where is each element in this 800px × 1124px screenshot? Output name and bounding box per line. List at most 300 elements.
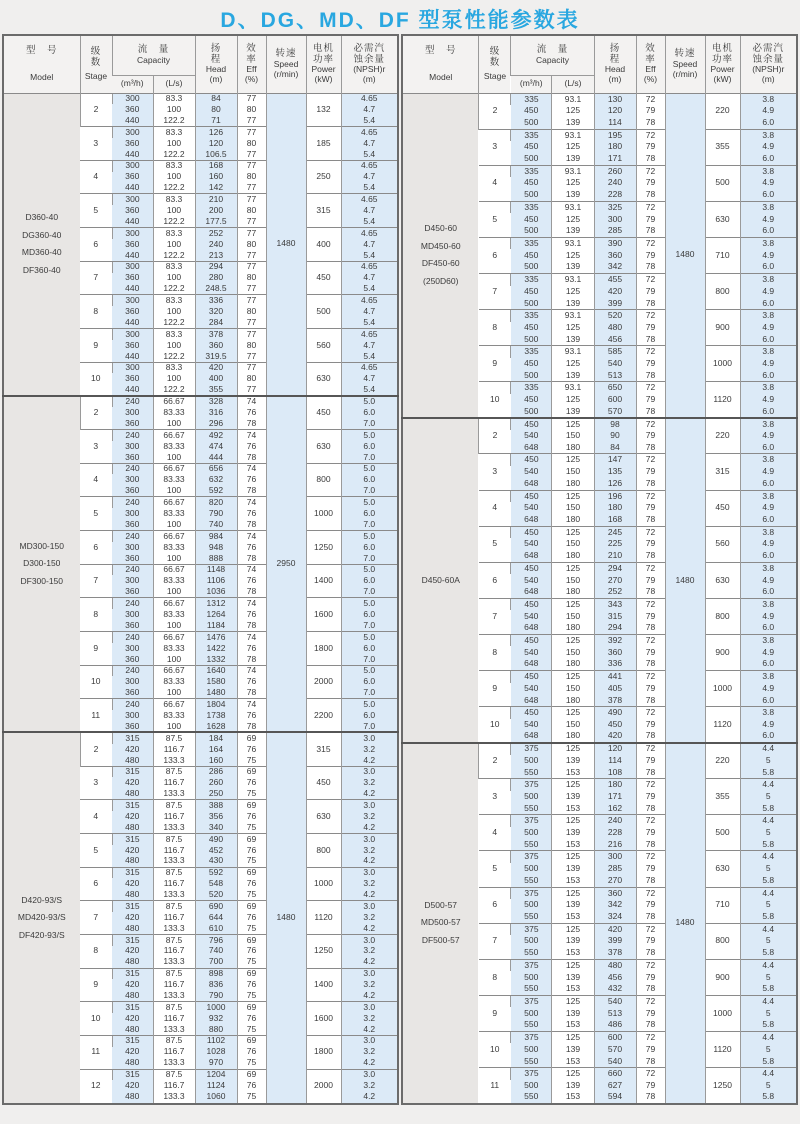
head-cell: 342 [594, 261, 636, 273]
npsh-cell: 4.7 [341, 239, 398, 250]
eff-cell: 76 [237, 845, 266, 856]
npsh-cell: 4.9 [740, 105, 797, 117]
stage-cell: 3 [479, 779, 511, 815]
stage-cell: 6 [80, 228, 112, 262]
header-line: Head [604, 64, 626, 75]
head-cell: 480 [594, 322, 636, 334]
eff-cell: 78 [237, 519, 266, 530]
m3h-cell: 648 [511, 731, 552, 743]
ls-cell: 125 [552, 598, 594, 610]
head-cell: 90 [594, 430, 636, 442]
eff-cell: 72 [636, 598, 665, 610]
ls-cell: 100 [153, 452, 195, 463]
ls-cell: 83.33 [153, 676, 195, 687]
speed-cell: 2950 [266, 396, 306, 733]
eff-cell: 78 [636, 947, 665, 959]
ls-cell: 100 [153, 553, 195, 564]
m3h-cell: 480 [112, 856, 153, 867]
m3h-cell: 360 [112, 104, 153, 115]
head-cell: 520 [195, 890, 237, 901]
ls-cell: 153 [552, 839, 594, 851]
ls-cell: 125 [552, 177, 594, 189]
power-cell: 1800 [306, 1035, 341, 1069]
npsh-cell: 3.2 [341, 777, 398, 788]
ls-cell: 83.3 [153, 194, 195, 205]
ls-cell: 150 [552, 502, 594, 514]
m3h-cell: 300 [112, 329, 153, 340]
header-line: 型 号 [25, 45, 58, 57]
m3h-cell: 540 [511, 574, 552, 586]
npsh-cell: 4.7 [341, 340, 398, 351]
npsh-cell: 5.8 [740, 803, 797, 815]
head-cell: 195 [594, 129, 636, 141]
npsh-cell: 4.2 [341, 755, 398, 766]
model-name: D450-60A [421, 574, 460, 585]
eff-cell: 77 [237, 250, 266, 261]
eff-cell: 74 [237, 396, 266, 407]
power-cell: 1000 [705, 671, 740, 707]
head-cell: 315 [594, 610, 636, 622]
ls-cell: 139 [552, 1080, 594, 1092]
head-cell: 456 [594, 971, 636, 983]
ls-cell: 139 [552, 261, 594, 273]
head-cell: 632 [195, 474, 237, 485]
eff-cell: 78 [636, 875, 665, 887]
m3h-cell: 375 [511, 887, 552, 899]
ls-cell: 100 [153, 306, 195, 317]
npsh-cell: 4.7 [341, 373, 398, 384]
power-cell: 560 [306, 329, 341, 363]
ls-cell: 133.3 [153, 755, 195, 766]
m3h-cell: 360 [112, 239, 153, 250]
npsh-cell: 5 [740, 971, 797, 983]
ls-cell: 116.7 [153, 744, 195, 755]
m3h-cell: 335 [511, 165, 552, 177]
ls-cell: 139 [552, 117, 594, 129]
stage-cell: 4 [479, 490, 511, 526]
m3h-cell: 540 [511, 646, 552, 658]
m3h-cell: 360 [112, 205, 153, 216]
m3h-cell: 240 [112, 497, 153, 508]
eff-cell: 77 [237, 295, 266, 306]
stage-cell: 5 [80, 194, 112, 228]
npsh-cell: 6.0 [740, 225, 797, 237]
npsh-cell: 4.7 [341, 273, 398, 284]
npsh-cell: 6.0 [740, 658, 797, 670]
eff-cell: 72 [636, 1068, 665, 1080]
npsh-cell: 3.8 [740, 490, 797, 502]
head-cell: 880 [195, 1024, 237, 1035]
ls-cell: 125 [552, 959, 594, 971]
stage-cell: 9 [479, 671, 511, 707]
npsh-cell: 3.8 [740, 165, 797, 177]
ls-cell: 125 [552, 707, 594, 719]
eff-cell: 72 [636, 454, 665, 466]
npsh-cell: 4.9 [740, 249, 797, 261]
head-cell: 294 [594, 622, 636, 634]
speed-header [266, 35, 306, 93]
m3h-cell: 360 [112, 418, 153, 429]
stage-cell: 8 [479, 634, 511, 670]
power-cell: 1800 [306, 632, 341, 666]
stage-cell: 4 [479, 815, 511, 851]
eff-cell: 72 [636, 129, 665, 141]
eff-cell: 78 [636, 1092, 665, 1104]
m3h-cell: 360 [112, 138, 153, 149]
eff-cell: 69 [237, 901, 266, 912]
m3h-cell: 240 [112, 699, 153, 710]
m3h-cell: 480 [112, 890, 153, 901]
head-cell: 700 [195, 957, 237, 968]
head-cell: 455 [594, 273, 636, 285]
eff-cell: 72 [636, 93, 665, 105]
head-cell: 126 [195, 127, 237, 138]
stage-cell: 2 [80, 732, 112, 766]
table-body [402, 93, 797, 1104]
head-cell: 228 [594, 189, 636, 201]
ls-cell: 87.5 [153, 934, 195, 945]
npsh-cell: 4.7 [341, 205, 398, 216]
power-cell: 500 [705, 165, 740, 201]
power-cell: 1120 [306, 901, 341, 935]
m3h-cell: 240 [112, 564, 153, 575]
npsh-cell: 3.0 [341, 934, 398, 945]
header-line: 功率 [711, 53, 733, 65]
npsh-cell: 3.8 [740, 310, 797, 322]
npsh-cell: 5.8 [740, 947, 797, 959]
ls-cell: 125 [552, 851, 594, 863]
eff-cell: 75 [237, 890, 266, 901]
stage-cell: 10 [80, 1002, 112, 1036]
eff-cell: 78 [237, 688, 266, 699]
m3h-cell: 500 [511, 863, 552, 875]
head-cell: 1036 [195, 587, 237, 598]
npsh-cell: 5 [740, 755, 797, 767]
head-cell: 300 [594, 851, 636, 863]
ls-cell: 116.7 [153, 878, 195, 889]
m3h-cell: 375 [511, 995, 552, 1007]
npsh-cell: 3.8 [740, 454, 797, 466]
head-cell: 1060 [195, 1091, 237, 1103]
head-cell: 486 [594, 1019, 636, 1031]
eff-cell: 77 [237, 228, 266, 239]
model-name: D450-60 [424, 223, 458, 234]
ls-cell: 180 [552, 478, 594, 490]
power-cell: 450 [306, 261, 341, 295]
npsh-cell: 5.8 [740, 875, 797, 887]
m3h-cell: 315 [112, 1002, 153, 1013]
ls-cell: 83.3 [153, 228, 195, 239]
head-cell: 216 [594, 839, 636, 851]
header-line: 流 量 [536, 44, 569, 56]
ls-cell: 93.1 [552, 237, 594, 249]
eff-cell: 74 [237, 699, 266, 710]
header-row [3, 35, 398, 75]
ls-cell: 100 [153, 486, 195, 497]
head-cell: 360 [195, 340, 237, 351]
power-header [705, 35, 740, 93]
header-line: (r/min) [672, 68, 698, 79]
m3h-cell: 648 [511, 586, 552, 598]
ls-cell: 87.5 [153, 1069, 195, 1080]
model-name: MD300-150 [19, 540, 64, 551]
table-row [3, 732, 398, 743]
ls-cell: 139 [552, 153, 594, 165]
head-cell: 280 [195, 273, 237, 284]
power-cell: 1000 [705, 995, 740, 1031]
power-cell: 630 [306, 800, 341, 834]
eff-cell: 78 [636, 514, 665, 526]
m3h-cell: 500 [511, 261, 552, 273]
m3h-cell: 440 [112, 183, 153, 194]
ls-cell: 100 [153, 273, 195, 284]
header-line: Speed [672, 59, 698, 70]
header-line: Capacity [136, 54, 171, 65]
head-cell: 456 [594, 334, 636, 346]
m3h-cell: 300 [112, 362, 153, 373]
eff-cell: 79 [636, 719, 665, 731]
power-cell: 250 [306, 160, 341, 194]
npsh-cell: 4.4 [740, 743, 797, 755]
head-cell: 285 [594, 863, 636, 875]
eff-cell: 76 [237, 1047, 266, 1058]
stage-cell: 2 [479, 743, 511, 779]
ls-cell: 125 [552, 743, 594, 755]
head-cell: 228 [594, 827, 636, 839]
eff-cell: 72 [636, 382, 665, 394]
header-line: (m) [608, 73, 622, 84]
head-cell: 120 [195, 138, 237, 149]
head-cell: 650 [594, 382, 636, 394]
eff-cell: 72 [636, 851, 665, 863]
m3h-cell: 540 [511, 683, 552, 695]
header-line: 蚀余量 [752, 53, 784, 65]
header-line: 数 [489, 56, 501, 68]
m3h-cell: 420 [112, 979, 153, 990]
npsh-cell: 4.9 [740, 213, 797, 225]
m3h-cell: 500 [511, 370, 552, 382]
npsh-cell: 5.0 [341, 463, 398, 474]
stage-cell: 5 [479, 526, 511, 562]
npsh-cell: 6.0 [740, 731, 797, 743]
head-cell: 135 [594, 466, 636, 478]
header-line: 必需汽 [752, 43, 784, 55]
header-line: 效 [246, 43, 257, 55]
m3h-cell: 335 [511, 346, 552, 358]
eff-cell: 78 [636, 695, 665, 707]
ls-cell: 180 [552, 514, 594, 526]
npsh-cell: 7.0 [341, 688, 398, 699]
speed-cell: 1480 [665, 93, 705, 418]
eff-cell: 72 [636, 418, 665, 430]
m3h-cell: 420 [112, 1047, 153, 1058]
eff-cell: 72 [636, 346, 665, 358]
m3h-cell: 480 [112, 1091, 153, 1103]
head-cell: 316 [195, 407, 237, 418]
ls-cell: 83.33 [153, 407, 195, 418]
header-line: Model [429, 71, 453, 82]
npsh-cell: 5.0 [341, 665, 398, 676]
npsh-cell: 4.2 [341, 1024, 398, 1035]
m3h-cell: 450 [511, 286, 552, 298]
head-cell: 356 [195, 811, 237, 822]
m3h-cell: 375 [511, 959, 552, 971]
head-cell: 328 [195, 396, 237, 407]
table-row [402, 93, 797, 105]
npsh-cell: 5.4 [341, 115, 398, 126]
eff-cell: 77 [237, 329, 266, 340]
ls-cell: 116.7 [153, 946, 195, 957]
npsh-cell: 4.2 [341, 957, 398, 968]
ls-cell: 87.5 [153, 968, 195, 979]
npsh-cell: 5 [740, 863, 797, 875]
eff-cell: 72 [636, 923, 665, 935]
eff-cell: 80 [237, 172, 266, 183]
head-cell: 114 [594, 117, 636, 129]
head-cell: 540 [594, 995, 636, 1007]
eff-cell: 78 [636, 731, 665, 743]
npsh-cell: 4.7 [341, 104, 398, 115]
head-cell: 432 [594, 983, 636, 995]
head-cell: 378 [594, 695, 636, 707]
eff-cell: 72 [636, 562, 665, 574]
npsh-cell: 6.0 [740, 334, 797, 346]
eff-cell: 77 [237, 183, 266, 194]
ls-cell: 93.1 [552, 129, 594, 141]
m3h-cell: 500 [511, 971, 552, 983]
m3h-cell: 420 [112, 811, 153, 822]
power-cell: 450 [306, 396, 341, 430]
header-line: 数 [90, 56, 102, 68]
head-cell: 177.5 [195, 216, 237, 227]
ls-cell: 100 [153, 654, 195, 665]
eff-cell: 76 [237, 609, 266, 620]
ls-cell: 83.3 [153, 329, 195, 340]
power-cell: 800 [705, 598, 740, 634]
ls-cell: 83.33 [153, 474, 195, 485]
eff-cell: 74 [237, 598, 266, 609]
eff-cell: 79 [636, 141, 665, 153]
stage-cell: 3 [80, 127, 112, 161]
power-cell: 1250 [306, 934, 341, 968]
power-cell: 900 [705, 310, 740, 346]
head-cell: 240 [594, 815, 636, 827]
head-cell: 520 [594, 310, 636, 322]
npsh-cell: 3.8 [740, 129, 797, 141]
stage-cell: 10 [479, 382, 511, 418]
m3h-cell: 450 [511, 634, 552, 646]
head-cell: 270 [594, 574, 636, 586]
ls-cell: 83.33 [153, 575, 195, 586]
m3h-cell: 300 [112, 194, 153, 205]
eff-cell: 79 [636, 286, 665, 298]
npsh-cell: 4.9 [740, 358, 797, 370]
m3h-cell: 300 [112, 441, 153, 452]
power-cell: 450 [705, 490, 740, 526]
npsh-cell: 5.8 [740, 1019, 797, 1031]
header-line: (NPSH)r [752, 64, 785, 75]
m3h-cell: 440 [112, 317, 153, 328]
eff-cell: 79 [636, 827, 665, 839]
head-cell: 600 [594, 394, 636, 406]
eff-cell: 76 [237, 474, 266, 485]
stage-cell: 3 [80, 430, 112, 464]
ls-cell: 150 [552, 610, 594, 622]
m3h-cell: 300 [112, 474, 153, 485]
m3h-cell: 440 [112, 351, 153, 362]
head-cell: 171 [594, 153, 636, 165]
m3h-cell: 450 [511, 213, 552, 225]
m3h-cell: 420 [112, 777, 153, 788]
head-cell: 592 [195, 486, 237, 497]
eff-cell: 76 [237, 542, 266, 553]
npsh-cell: 4.4 [740, 959, 797, 971]
m3h-cell: 335 [511, 93, 552, 105]
head-cell: 245 [594, 526, 636, 538]
eff-cell: 79 [636, 430, 665, 442]
model-cell [402, 93, 479, 418]
eff-cell: 79 [636, 683, 665, 695]
m3h-cell: 550 [511, 767, 552, 779]
header-row [402, 35, 797, 75]
eff-cell: 69 [237, 732, 266, 743]
ls-cell: 87.5 [153, 833, 195, 844]
header-line: Model [30, 71, 54, 82]
npsh-cell: 6.0 [740, 586, 797, 598]
m3h-cell: 300 [112, 228, 153, 239]
ls-cell: 122.2 [153, 216, 195, 227]
npsh-cell: 6.0 [740, 298, 797, 310]
m3h-cell: 550 [511, 947, 552, 959]
npsh-cell: 4.65 [341, 228, 398, 239]
header-line: 电机 [313, 43, 335, 55]
npsh-cell: 6.0 [740, 406, 797, 418]
m3h-cell: 315 [112, 800, 153, 811]
ls-cell: 139 [552, 755, 594, 767]
npsh-cell: 4.4 [740, 1031, 797, 1043]
m3h-cell: 420 [112, 1013, 153, 1024]
m3h-cell: 480 [112, 822, 153, 833]
ls-cell: 100 [153, 239, 195, 250]
power-cell: 800 [705, 923, 740, 959]
m3h-cell: 540 [511, 466, 552, 478]
table-row [402, 418, 797, 430]
m3h-cell: 450 [511, 358, 552, 370]
head-cell: 98 [594, 418, 636, 430]
stage-cell: 2 [479, 93, 511, 129]
stage-cell: 8 [80, 934, 112, 968]
ls-cell: 139 [552, 225, 594, 237]
header-line: Eff [246, 64, 257, 75]
capacity-header [511, 35, 594, 75]
m3h-cell: 450 [511, 526, 552, 538]
npsh-cell: 6.0 [341, 508, 398, 519]
eff-cell: 69 [237, 800, 266, 811]
head-header [594, 35, 636, 93]
ls-cell: 180 [552, 586, 594, 598]
npsh-cell: 4.4 [740, 815, 797, 827]
stage-cell: 5 [80, 497, 112, 531]
m3h-cell: 240 [112, 531, 153, 542]
eff-cell: 69 [237, 934, 266, 945]
power-cell: 900 [705, 634, 740, 670]
head-cell: 452 [195, 845, 237, 856]
ls-cell: 139 [552, 899, 594, 911]
ls-cell: 139 [552, 406, 594, 418]
m3h-cell: 540 [511, 502, 552, 514]
m3h-cell: 420 [112, 845, 153, 856]
head-cell: 180 [594, 502, 636, 514]
